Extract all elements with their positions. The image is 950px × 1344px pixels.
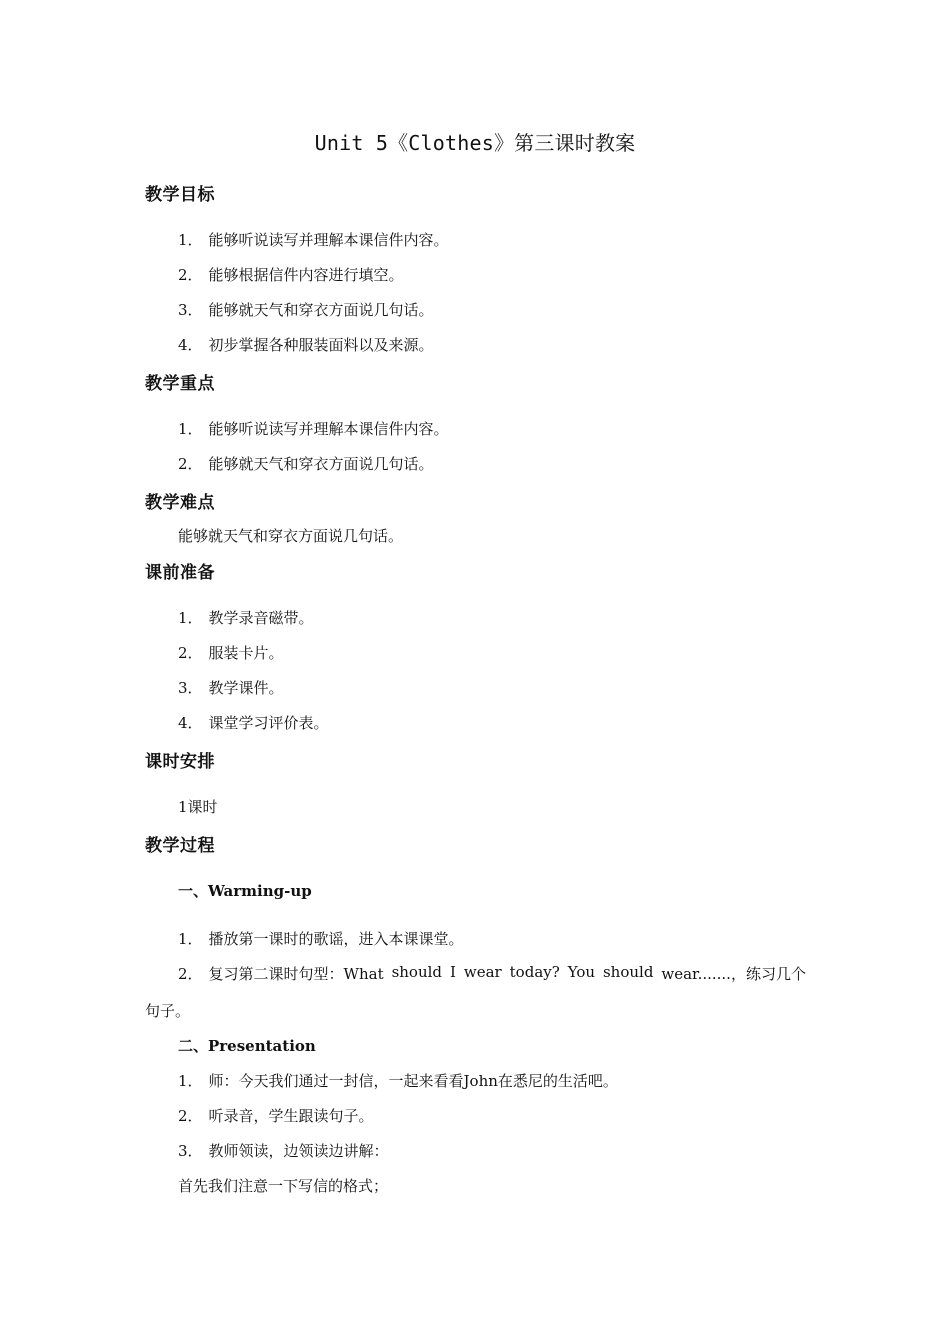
- schedule-text: 1课时: [178, 798, 218, 816]
- heading-key-points: 教学重点: [145, 374, 215, 394]
- presentation-note: 首先我们注意一下写信的格式；: [178, 1177, 389, 1195]
- list-item: 4． 课堂学习评价表。: [178, 714, 329, 732]
- heading-goals: 教学目标: [145, 185, 215, 205]
- heading-schedule: 课时安排: [145, 752, 215, 772]
- list-item: 4． 初步掌握各种服装面料以及来源。: [178, 336, 434, 354]
- subheading-presentation: 二、Presentation: [178, 1037, 316, 1055]
- heading-process: 教学过程: [145, 836, 215, 856]
- list-item: 3． 能够就天气和穿衣方面说几句话。: [178, 301, 434, 319]
- list-item: 2． 服装卡片。: [178, 644, 284, 662]
- list-item: 1． 能够听说读写并理解本课信件内容。: [178, 231, 449, 249]
- list-item: 2． 能够根据信件内容进行填空。: [178, 266, 404, 284]
- list-item: 1． 播放第一课时的歌谣，进入本课课堂。: [178, 930, 464, 948]
- list-item: 3． 教学课件。: [178, 679, 284, 697]
- list-item: 2． 听录音，学生跟读句子。: [178, 1107, 374, 1125]
- list-item-justified: 2． 复习第二课时句型：What should I wear today? You should wear.......，练习几个: [178, 963, 806, 983]
- list-item-continuation: 句子。: [145, 1002, 191, 1020]
- list-item: 2． 能够就天气和穿衣方面说几句话。: [178, 455, 434, 473]
- list-item: 1． 师：今天我们通过一封信，一起来看看John在悉尼的生活吧。: [178, 1072, 618, 1090]
- heading-difficulties: 教学难点: [145, 493, 215, 513]
- subheading-warmup: 一、Warming-up: [178, 882, 312, 900]
- list-item: 1． 教学录音磁带。: [178, 609, 314, 627]
- list-item: 3． 教师领读，边领读边讲解：: [178, 1142, 389, 1160]
- list-item: 1． 能够听说读写并理解本课信件内容。: [178, 420, 449, 438]
- heading-preparation: 课前准备: [145, 563, 215, 583]
- page-title: Unit 5《Clothes》第三课时教案: [314, 131, 636, 155]
- difficulties-text: 能够就天气和穿衣方面说几句话。: [178, 527, 404, 545]
